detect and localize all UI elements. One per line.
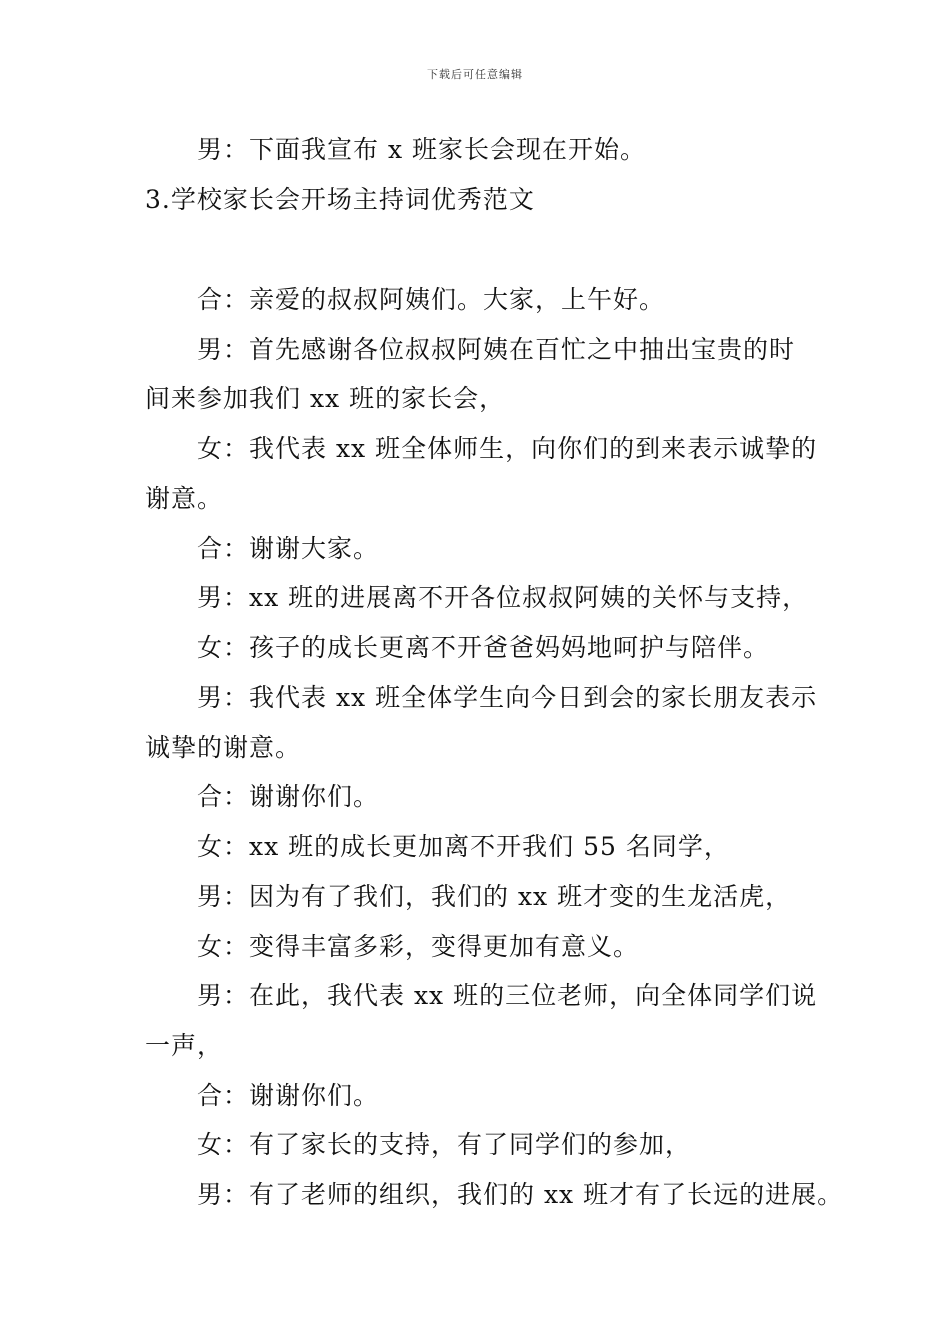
paragraph-line: 女：孩子的成长更离不开爸爸妈妈地呵护与陪伴。 [197,633,770,662]
paragraph-line: 女：变得丰富多彩，变得更加有意义。 [197,932,640,961]
paragraph-line: 合：谢谢你们。 [197,782,380,811]
paragraph-line: 女：有了家长的支持，有了同学们的参加， [197,1130,692,1159]
page-header-note: 下载后可任意编辑 [427,68,523,81]
paragraph-line: 男：我代表 xx 班全体学生向今日到会的家长朋友表示 [197,683,818,712]
paragraph-line-continuation: 一声， [145,1031,224,1060]
paragraph-line-continuation: 谢意。 [145,484,224,513]
paragraph-line: 女：xx 班的成长更加离不开我们 55 名同学， [197,832,730,861]
paragraph-line: 合：谢谢你们。 [197,1081,380,1110]
paragraph-line: 男：下面我宣布 x 班家长会现在开始。 [197,135,646,164]
section-heading: 3.学校家长会开场主持词优秀范文 [145,185,535,214]
paragraph-line: 男：在此，我代表 xx 班的三位老师，向全体同学们说 [197,981,818,1010]
paragraph-line: 男：因为有了我们，我们的 xx 班才变的生龙活虎， [197,882,792,911]
paragraph-line: 合：谢谢大家。 [197,534,380,563]
paragraph-line-continuation: 诚挚的谢意。 [145,733,302,762]
paragraph-line-continuation: 间来参加我们 xx 班的家长会， [145,384,506,413]
paragraph-line: 男：首先感谢各位叔叔阿姨在百忙之中抽出宝贵的时 [197,335,796,364]
paragraph-line: 男：有了老师的组织，我们的 xx 班才有了长远的进展。 [197,1180,844,1209]
paragraph-line: 合：亲爱的叔叔阿姨们。大家，上午好。 [197,285,666,314]
paragraph-line: 男：xx 班的进展离不开各位叔叔阿姨的关怀与支持， [197,583,809,612]
paragraph-line: 女：我代表 xx 班全体师生，向你们的到来表示诚挚的 [197,434,818,463]
